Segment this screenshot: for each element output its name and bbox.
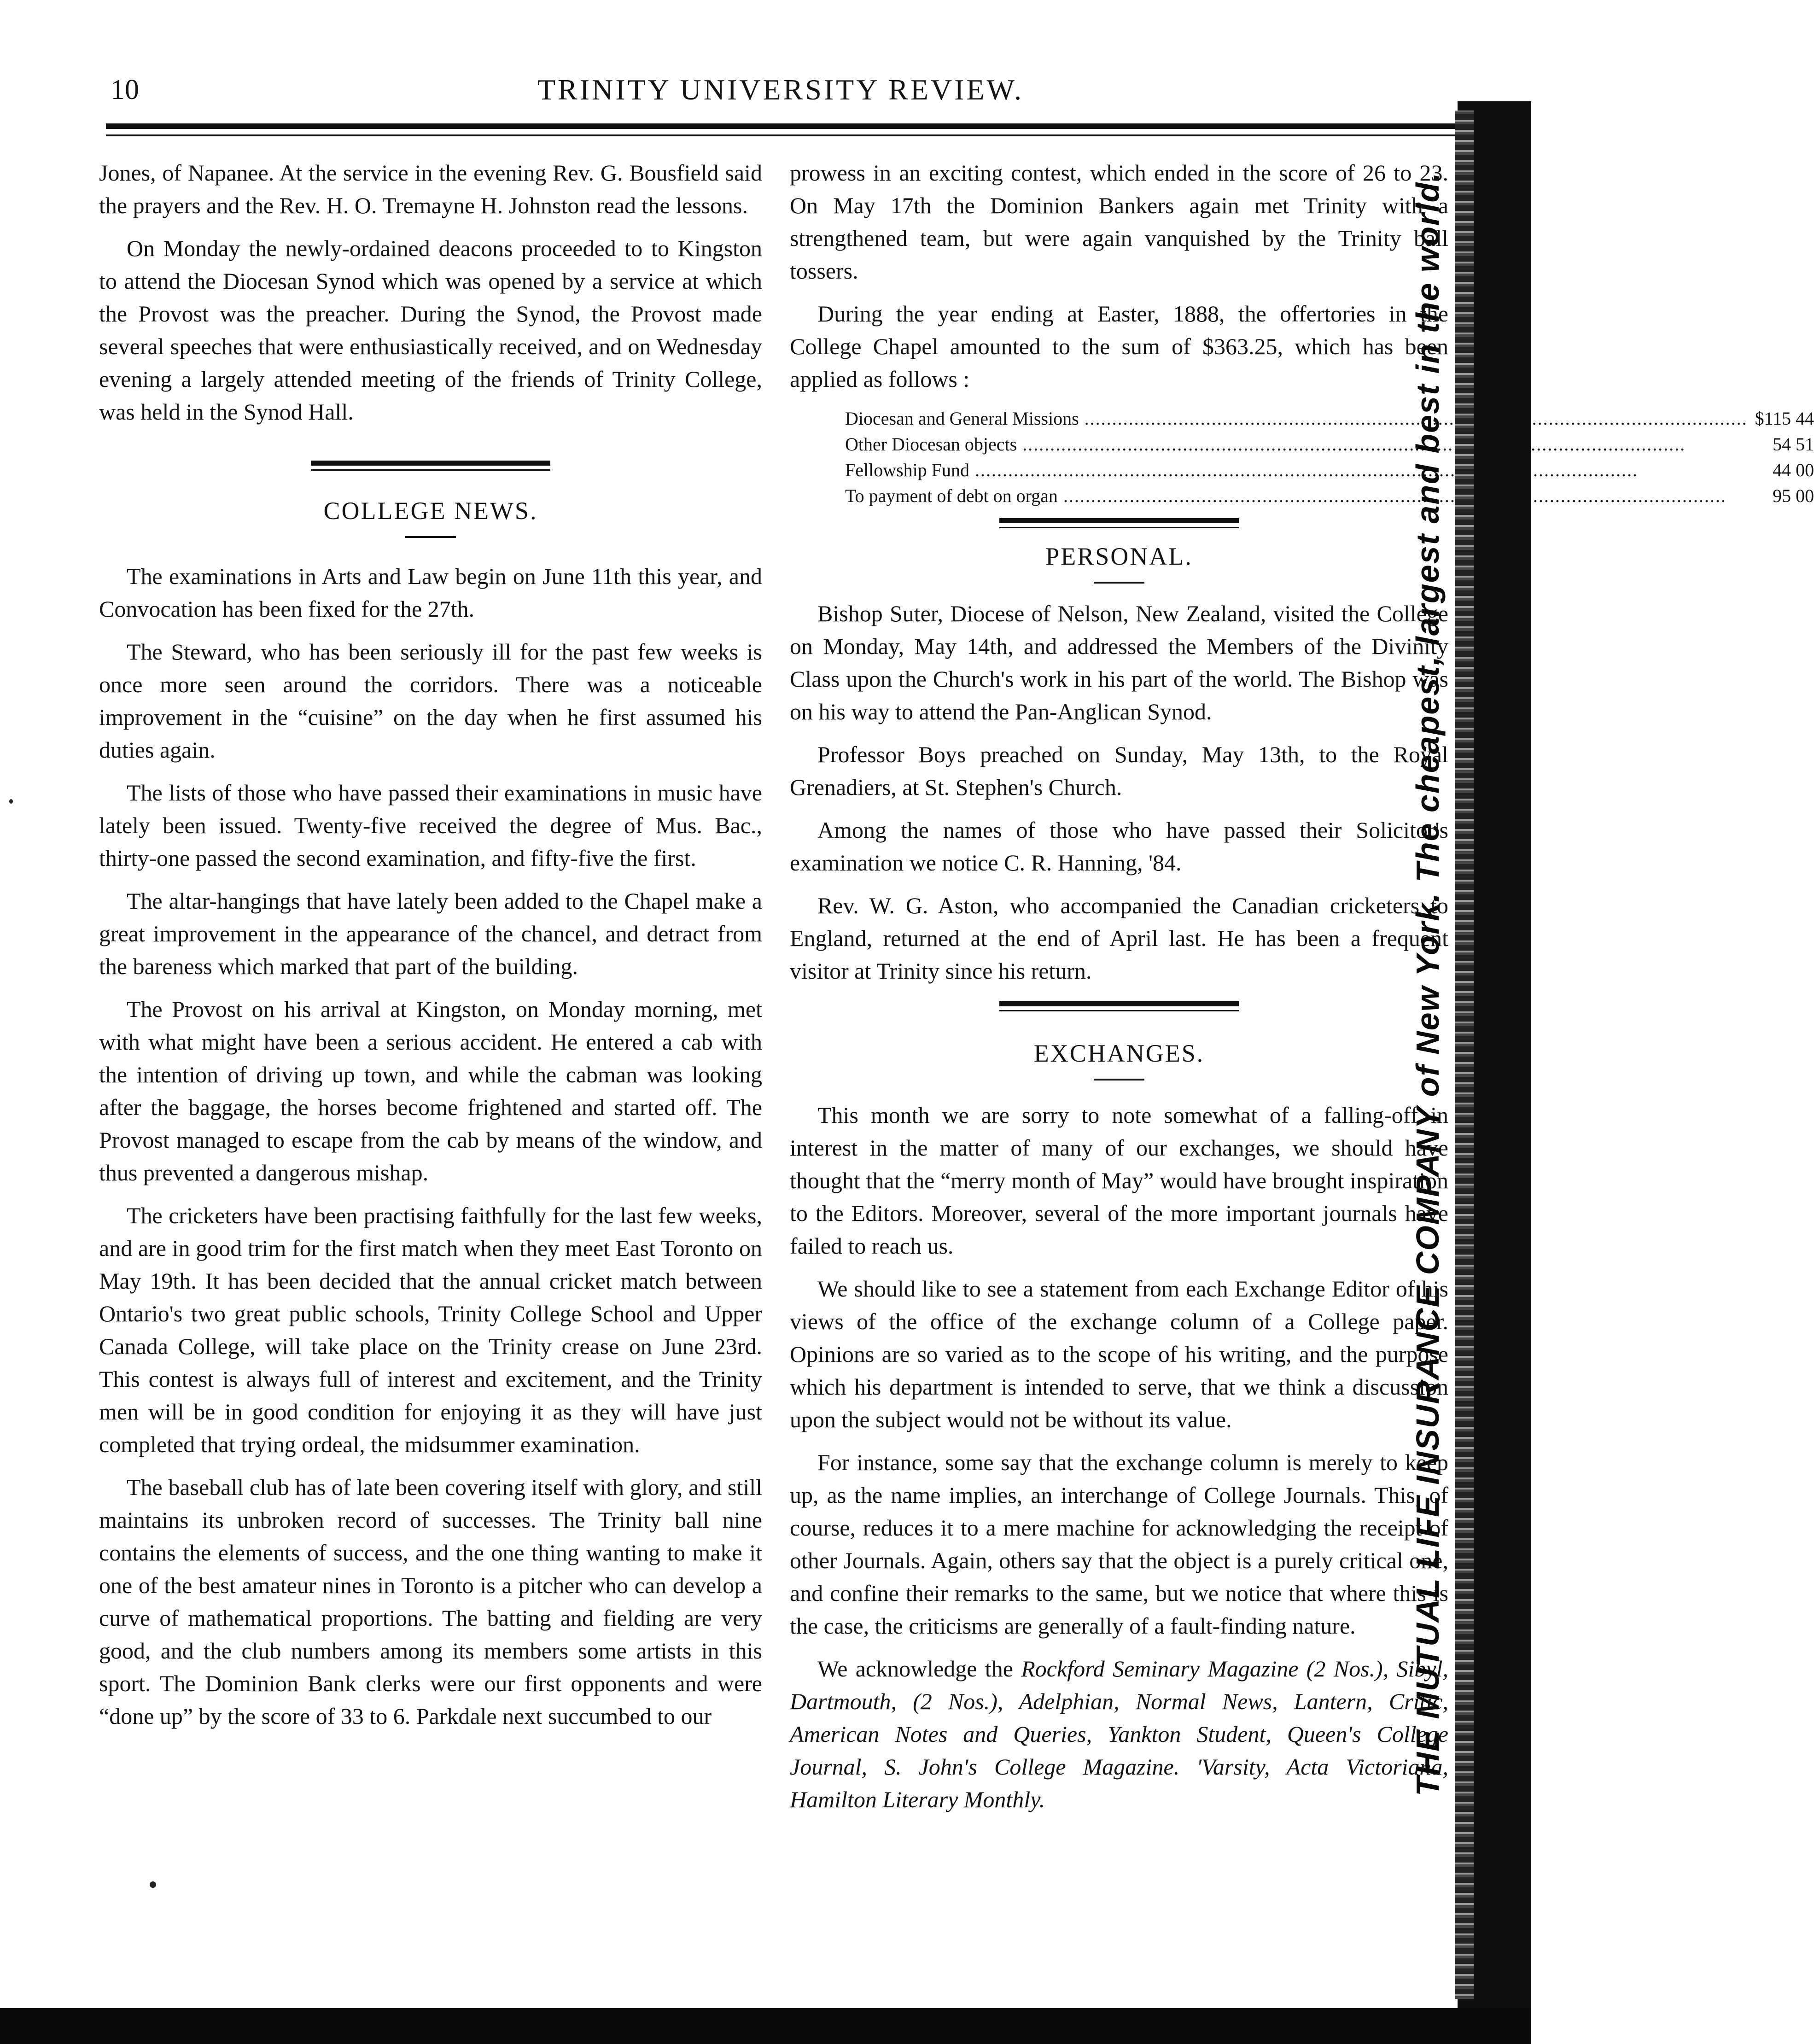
right-column: [790, 157, 1814, 1826]
offertory-label: Diocesan and General Missions .....: [845, 406, 1748, 432]
offertory-amount: 95 00: [1748, 483, 1814, 509]
college-news-heading: COLLEGE NEWS.: [323, 497, 538, 525]
offertory-row: [845, 432, 1814, 457]
personal-paragraph: Among the names of those who have passed their Solicitor's examination we notice C. R. Hanning, '84.: [790, 817, 1448, 876]
exchanges-paragraph: This month we are sorry to note somewhat of a falling-off in interest in the matter of many of our exchanges, we should have thought that the “merry month of May” would have brought inspiration to the Editors. Moreover, several of the more important journals have failed to reach us.: [790, 1102, 1448, 1259]
acknowledged-journals: Rockford Seminary Magazine (2 Nos.), Sibyl, Dartmouth, (2 Nos.), Adelphian, Normal News, Lantern, Critic, American Notes and Queries, Yankton Student, Queen's College Journal, S. John's College Magazine. 'Varsity, Acta Victoriana, Hamilton Literary Monthly.: [790, 1656, 1449, 1812]
section-divider: [311, 461, 550, 471]
offertory-paragraph: During the year ending at Easter, 1888, the offertories in the College Chapel amounted to the sum of $363.25, which has been applied as follows :: [790, 301, 1448, 392]
offertory-table: [845, 406, 1814, 509]
offertory-amount: $115 44: [1748, 406, 1814, 432]
heading-underline: [405, 536, 456, 538]
personal-paragraph: Bishop Suter, Diocese of Nelson, New Zealand, visited the College on Monday, May 14th, and addressed the Members of the Divinity Class upon the Church's work in his part of the world. The Bishop was on his way to attend the Pan-Anglican Synod.: [790, 601, 1448, 724]
news-paragraph: The baseball club has of late been covering itself with glory, and still maintains its unbroken record of successes. The Trinity ball nine contains the elements of success, and the one thing wanting to make it one of the best amateur nines in Toronto is a pitcher who can develop a curve of mathematical proportions. The batting and fielding are very good, and the club numbers among its members some artists in this sport. The Dominion Bank clerks were our first opponents and were “done up” by the score of 33 to 6. Parkdale next succumbed to our: [99, 1474, 762, 1729]
section-divider: [999, 1001, 1239, 1011]
offertory-row: [845, 406, 1814, 432]
heading-underline: [1094, 582, 1144, 584]
news-paragraph: The Steward, who has been seriously ill for the past few weeks is once more seen around the corridors. There was a noticeable improvement in the “cuisine” on the day when he first assumed his duties again.: [99, 639, 762, 763]
news-paragraph: The Provost on his arrival at Kingston, on Monday morning, met with what might have been a serious accident. He entered a cab with the intention of driving up town, and while the cabman was looking after the baggage, the horses become frightened and started off. The Provost managed to escape from the cab by means of the window, and thus prevented a dangerous mishap.: [99, 996, 762, 1186]
offertory-label: Other Diocesan objects .....: [845, 432, 1748, 457]
left-column: [99, 157, 762, 1743]
exchanges-paragraph: We should like to see a statement from each Exchange Editor of his views of the office of the exchange column of a College paper. Opinions are so varied as to the scope of his writing, and the purpose which his department is intended to serve, that we think a discussion upon the subject would not be without its value.: [790, 1276, 1448, 1432]
running-title: TRINITY UNIVERSITY REVIEW.: [537, 73, 1024, 106]
ink-mark: [150, 1881, 156, 1888]
offertory-amount: 54 51: [1748, 432, 1814, 457]
personal-paragraph: Professor Boys preached on Sunday, May 13th, to the Royal Grenadiers, at St. Stephen's Church.: [790, 742, 1448, 800]
side-advertisement: THE MUTUAL LIFE INSURANCE COMPANY of New York. The cheapest, largest and best in the world.: [1410, 172, 1446, 1796]
ink-mark: [9, 799, 13, 804]
page-header: [101, 69, 1460, 111]
news-paragraph: The lists of those who have passed their examinations in music have lately been issued. Twenty-five received the degree of Mus. Bac., thirty-one passed the second examination, and fifty-five the first.: [99, 780, 762, 871]
news-paragraph: The altar-hangings that have lately been added to the Chapel make a great improvement in the appearance of the chancel, and detract from the bareness which marked that part of the building.: [99, 888, 762, 979]
acknowledgement-prefix: We acknowledge the: [817, 1656, 1021, 1682]
acknowledgement-paragraph: [790, 1653, 1448, 1816]
offertory-label: To payment of debt on organ .....: [845, 483, 1748, 509]
section-divider: [999, 518, 1239, 528]
bottom-scan-border: [0, 2008, 1531, 2044]
offertory-label: Fellowship Fund .....: [845, 457, 1748, 483]
header-rule: [106, 123, 1455, 129]
heading-underline: [1094, 1079, 1144, 1080]
exchanges-heading: EXCHANGES.: [1033, 1040, 1205, 1067]
offertory-amount: 44 00: [1748, 457, 1814, 483]
news-paragraph: The cricketers have been practising faithfully for the last few weeks, and are in good trim for the first match when they meet East Toronto on May 19th. It has been decided that the annual cricket match between Ontario's two great public schools, Trinity College School and Upper Canada College, will take place on the Trinity crease on June 23rd. This contest is always full of interest and excitement, and the Trinity men will be in good condition for enjoying it as they will have just completed that trying ordeal, the midsummer examination.: [99, 1203, 762, 1457]
exchanges-paragraph: For instance, some say that the exchange column is merely to keep up, as the name implies, an interchange of College Journals. This, of course, reduces it to a mere machine for acknowledging the receipt of other Journals. Again, others say that the object is a purely critical one, and confine their remarks to the same, but we notice that where this is the case, the criticisms are generally of a fault-finding nature.: [790, 1449, 1448, 1639]
personal-paragraph: Rev. W. G. Aston, who accompanied the Canadian cricketers to England, returned at the end of April last. He has been a frequent visitor at Trinity since his return.: [790, 893, 1448, 984]
news-paragraph: The examinations in Arts and Law begin on June 11th this year, and Convocation has been fixed for the 27th.: [99, 563, 762, 622]
personal-heading: PERSONAL.: [1045, 543, 1193, 570]
header-rule-thin: [106, 134, 1455, 136]
binding-strip: [1455, 111, 1474, 1999]
offertory-row: [845, 483, 1814, 509]
intro-paragraph: Jones, of Napanee. At the service in the evening Rev. G. Bousfield said the prayers and the Rev. H. O. Tremayne H. Johnston read the lessons.: [99, 160, 762, 218]
intro-paragraph-synod: On Monday the newly-ordained deacons proceeded to to Kingston to attend the Diocesan Synod which was opened by a service at which the Provost was the preacher. During the Synod, the Provost made several speeches that were enthusiastically received, and on Wednesday evening a largely attended meeting of the friends of Trinity College, was held in the Synod Hall.: [99, 235, 762, 425]
page-number: 10: [111, 74, 139, 105]
offertory-row: [845, 457, 1814, 483]
continued-paragraph: prowess in an exciting contest, which ended in the score of 26 to 23. On May 17th the Dominion Bankers again met Trinity with a strengthened team, but were again vanquished by the Trinity ball tossers.: [790, 160, 1448, 284]
